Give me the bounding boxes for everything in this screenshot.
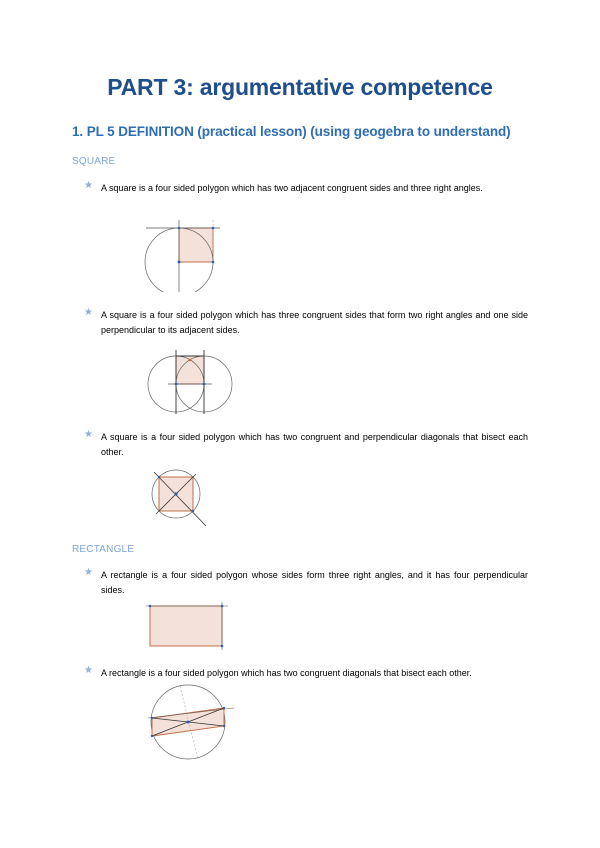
square-definition-1: ★ A square is a four sided polygon which has two adjacent congruent sides and three right angles. xyxy=(84,180,483,193)
square-figure-2 xyxy=(146,346,242,416)
rectangle-definition-1: ★ A rectangle is a four sided polygon whose sides form three right angles, and it has four perpendicular sides. xyxy=(84,567,528,595)
rectangle-figure-2 xyxy=(144,684,238,762)
star-icon: ★ xyxy=(84,429,93,440)
star-icon: ★ xyxy=(84,567,93,578)
rectangle-figure-1 xyxy=(144,602,230,650)
square-figure-3 xyxy=(150,468,210,530)
star-icon: ★ xyxy=(84,180,93,191)
square-heading: SQUARE xyxy=(72,156,116,167)
star-icon: ★ xyxy=(84,307,93,318)
rectangle-heading: RECTANGLE xyxy=(72,544,135,555)
rectangle-definition-2: ★ A rectangle is a four sided polygon which has two congruent diagonals that bisect each other. xyxy=(84,665,472,678)
square-figure-1 xyxy=(140,218,230,292)
star-icon: ★ xyxy=(84,665,93,676)
section-heading: 1. PL 5 DEFINITION (practical lesson) (using geogebra to understand) xyxy=(72,124,511,139)
square-definition-3: ★ A square is a four sided polygon which has two congruent and perpendicular diagonals that bisect each other. xyxy=(84,429,528,457)
square-definition-2: ★ A square is a four sided polygon which has three congruent sides that form two right angles and one side perpendicular to its adjacent sides. xyxy=(84,307,528,335)
page-title: PART 3: argumentative competence xyxy=(107,74,493,100)
